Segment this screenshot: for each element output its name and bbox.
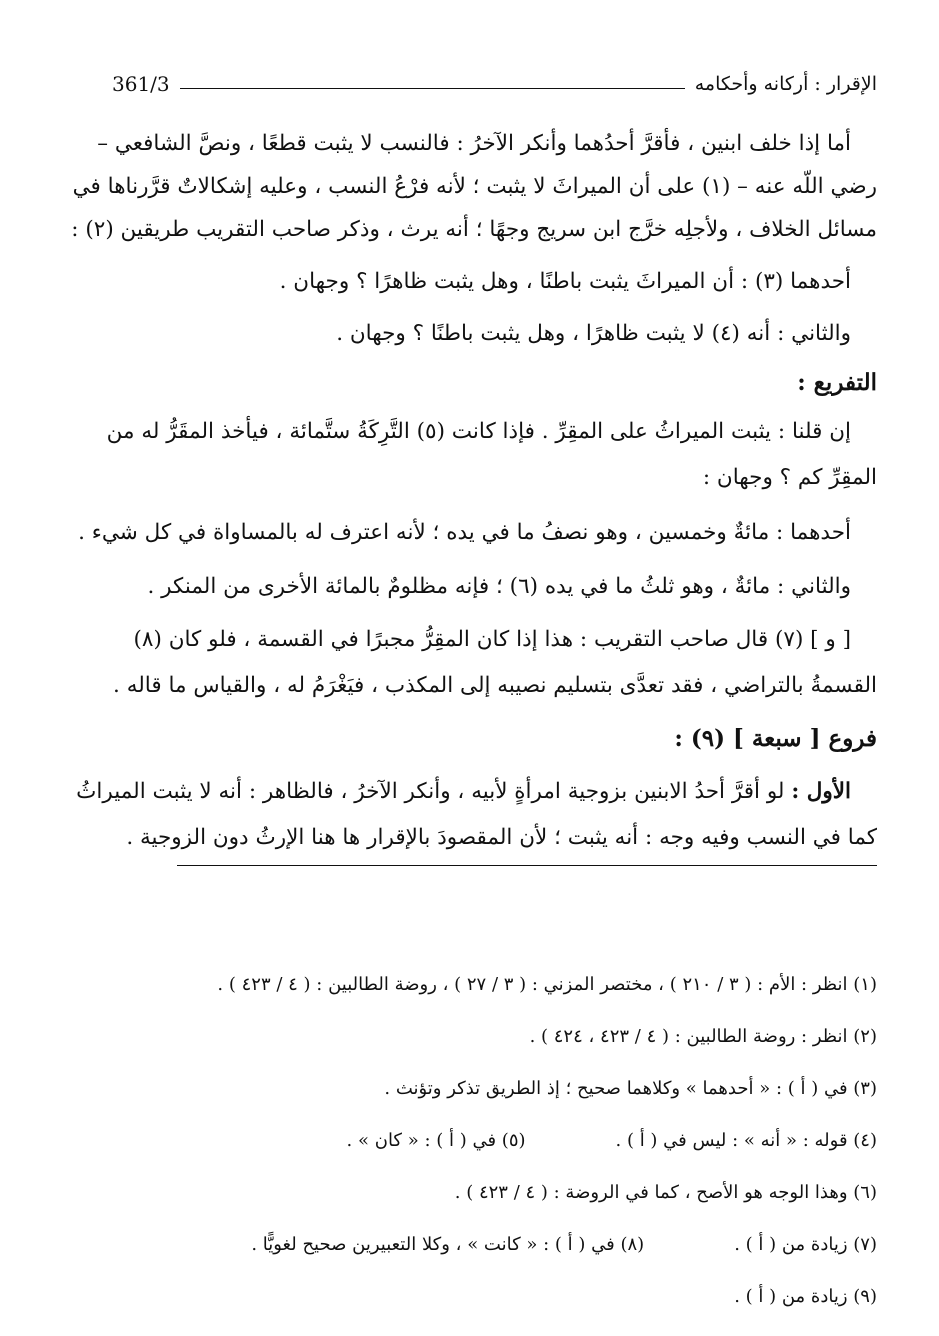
footnote-text: (٨) في ( أ ) : « كانت » ، وكلا التعبيرين صحيح لغويًّا . — [251, 1233, 645, 1255]
footnote-text: (٣) في ( أ ) : « أحدهما » وكلاهما صحيح ؛ إذ الطريق تذكر وتؤنث . — [384, 1077, 877, 1099]
paragraph-7 — [110, 617, 877, 709]
footnote-text: (٦) وهذا الوجه هو الأصح ، كما في الروضة : ( ٤ / ٤٢٣ ) . — [454, 1181, 877, 1203]
footnote-text: (٤) قوله : « أنه » : ليس في ( أ ) . — [615, 1129, 877, 1151]
paragraph-6 — [110, 561, 877, 613]
text-segment: لو أقرَّ أحدُ الابنين بزوجية امرأةٍ لأبيه ، وأنكر الآخرُ ، فالظاهر : أنه لا يثبت الميراثُ — [76, 779, 785, 804]
footnote-row-4-5 — [110, 1114, 877, 1166]
main-text — [71, 122, 877, 875]
footnote-9 — [110, 1270, 877, 1322]
paragraph-2 — [110, 257, 877, 307]
text-line — [76, 769, 877, 815]
paragraph-8 — [76, 769, 877, 861]
text-line: والثاني : مائةٌ ، وهو ثلثُ ما في يده (٦) ؛ فإنه مظلومٌ بالمائة الأخرى من المنكر . — [147, 574, 851, 599]
footnote-text: (٢) انظر : روضة الطالبين : ( ٤ / ٤٢٣ ، ٤٢٤ ) . — [529, 1025, 877, 1047]
running-header — [112, 64, 877, 104]
footnote-text: (٧) زيادة من ( أ ) . — [734, 1233, 877, 1255]
paragraph-1 — [71, 122, 877, 251]
text-line: رضي اللّه عنه – (١) على أن الميراثَ لا يثبت ؛ لأنه فرْعُ النسب ، وعليه إشكالاتٌ قرَّرناها في — [72, 174, 877, 199]
footnote-text: (٩) زيادة من ( أ ) . — [734, 1285, 877, 1307]
footnotes — [110, 958, 877, 1322]
paragraph-4 — [106, 409, 877, 501]
text-line: كما في النسب وفيه وجه : أنه يثبت ؛ لأن المقصودَ بالإقرار ها هنا الإرثُ دون الزوجية . — [126, 825, 877, 850]
running-title: الإقرار : أركانه وأحكامه — [694, 73, 877, 95]
separator-line — [177, 865, 877, 866]
text-line: أحدهما (٣) : أن الميراثَ يثبت باطنًا ، وهل يثبت ظاهرًا ؟ وجهان . — [279, 269, 851, 294]
footnote-text: (٥) في ( أ ) : « كان » . — [346, 1129, 526, 1151]
text-line: والثاني : أنه (٤) لا يثبت ظاهرًا ، وهل يثبت باطنًا ؟ وجهان . — [336, 321, 851, 346]
footnote-row-7-8 — [110, 1218, 877, 1270]
text-line: المقِرِّ كم ؟ وجهان : — [702, 465, 877, 490]
text-line: أما إذا خلف ابنين ، فأقرَّ أحدُهما وأنكر الآخرُ : فالنسب لا يثبت قطعًا ، ونصَّ الشافعي – — [97, 131, 851, 156]
header-rule — [180, 88, 685, 89]
footnote-2 — [110, 1010, 877, 1062]
footnote-6 — [110, 1166, 877, 1218]
paragraph-5 — [78, 505, 877, 561]
section-heading-furoo: فروع [ سبعة ] (٩) : — [674, 725, 877, 752]
section-heading-tafree: التفريع : — [797, 369, 877, 396]
text-line: إن قلنا : يثبت الميراثُ على المقِرِّ . فإذا كانت (٥) التَّرِكَةُ ستَّمائة ، فيأخذ المقَرُّ له من — [106, 419, 851, 444]
footnote-1 — [110, 958, 877, 1010]
footnote-separator — [110, 861, 877, 875]
text-line: [ و ] (٧) قال صاحب التقريب : هذا إذا كان المقِرُّ مجبرًا في القسمة ، فلو كان (٨) — [133, 627, 851, 652]
footnote-3 — [110, 1062, 877, 1114]
text-line: مسائل الخلاف ، ولأجلِه خرَّج ابن سريج وجهًا ؛ أنه يرث ، وذكر صاحب التقريب طريقين (٢) : — [71, 217, 877, 242]
page-number: 361/3 — [112, 72, 170, 96]
text-line: القسمةُ بالتراضي ، فقد تعدَّى بتسليم نصيبه إلى المكذب ، فيَغْرَمُ له ، والقياس ما قاله . — [113, 673, 877, 698]
first-branch-label: الأول : — [791, 779, 851, 804]
text-line: أحدهما : مائةٌ وخمسين ، وهو نصفُ ما في يده ؛ لأنه اعترف له بالمساواة في كل شيء . — [78, 520, 851, 545]
footnote-text: (١) انظر : الأم : ( ٣ / ٢١٠ ) ، مختصر المزني : ( ٣ / ٢٧ ) ، روضة الطالبين : ( ٤ / ٤٢٣ ) . — [217, 973, 877, 995]
paragraph-3 — [110, 311, 877, 357]
